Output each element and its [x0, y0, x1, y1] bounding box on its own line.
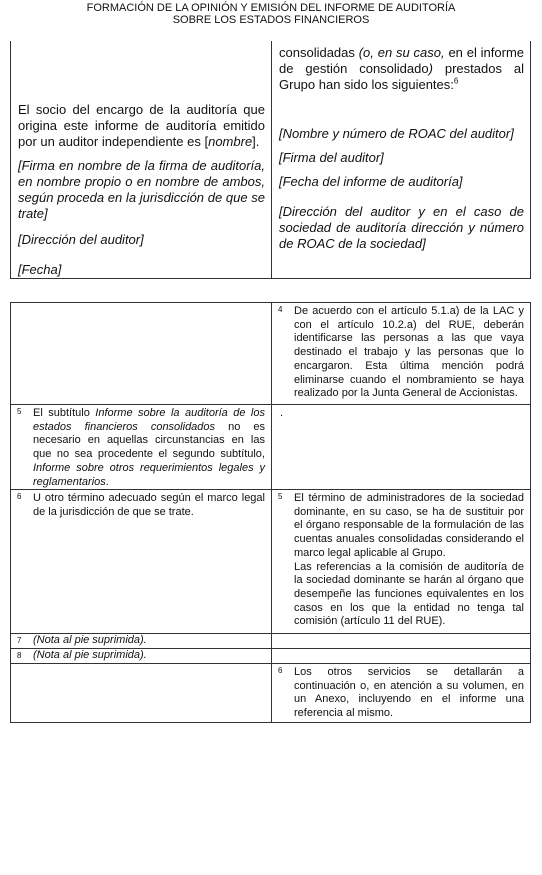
footnote-cell-6-right — [272, 664, 530, 722]
footnotes-table — [10, 302, 531, 723]
services-continuation: consolidadas (o, en su caso, en el informe de gestión consolidado) prestados al Grupo han sido los siguientes:$^6$ — [279, 45, 525, 92]
footnote-row — [11, 490, 530, 634]
footnote-text: U otro término adecuado según el marco legal de la jurisdicción de que se trate. — [33, 492, 265, 518]
footnote-number: 5 — [17, 407, 22, 416]
footnote-number: 8 — [17, 651, 22, 660]
page-header — [0, 2, 542, 26]
footnote-cell-5-right — [272, 490, 530, 633]
footnote-cell-4 — [272, 303, 530, 404]
firma-auditor-placeholder: [Firma del auditor] — [279, 150, 384, 165]
signature-table — [10, 41, 531, 279]
footnote-text: Los otros servicios se detallarán a continuación o, en atención a su volumen, en un Anexo, incluyendo en el informe una referencia al mismo. — [294, 666, 524, 720]
footnote-text: De acuerdo con el artículo 5.1.a) de la LAC y con el artículo 10.2.a) del RUE, deberán identificarse las personas a las que vaya destinado el trabajo y las personas que lo encargaron. Esta última mención podrá eliminarse cuando el nombramiento se haya realizado por la Junta General de Accionistas. — [294, 305, 524, 400]
footnote-number: 4 — [278, 305, 283, 314]
fecha-placeholder: [Fecha] — [18, 262, 62, 277]
direccion-placeholder: [Dirección del auditor] — [18, 232, 144, 247]
firma-placeholder: [Firma en nombre de la firma de auditoría, en nombre propio o en nombre de ambos, según proceda en la jurisdicción de que se trate] — [18, 158, 265, 221]
footnote-row — [11, 405, 530, 490]
fecha-informe-placeholder: [Fecha del informe de auditoría] — [279, 174, 463, 189]
footnote-cell-dot — [272, 405, 530, 489]
header-line-2: SOBRE LOS ESTADOS FINANCIEROS — [172, 14, 370, 26]
footnote-number: 6 — [17, 492, 22, 501]
footnote-text: (Nota al pie suprimida). — [33, 649, 147, 661]
socio-paragraph: El socio del encargo de la auditoría que origina este informe de auditoría emitido por un auditor independiente es [nombre]. — [18, 102, 265, 149]
footnote-cell-5 — [11, 405, 272, 489]
signature-right-column — [272, 41, 530, 278]
footnote-text: El subtítulo Informe sobre la auditoría de los estados financieros consolidados no es necesario en aquellas circunstancias en las que no sea procedente el segundo subtítulo, Informe sobre otros requerimientos legales y reglamentarios. — [33, 407, 266, 488]
footnote-cell-7 — [11, 634, 272, 648]
footnote-row — [11, 303, 530, 405]
footnote-number: 5 — [278, 492, 283, 501]
footnote-cell-empty — [11, 664, 272, 722]
header-line-1: FORMACIÓN DE LA OPINIÓN Y EMISIÓN DEL INFORME DE AUDITORÍA — [86, 2, 456, 14]
footnote-cell-empty — [272, 634, 530, 648]
footnote-number: 6 — [278, 666, 283, 675]
footnote-cell-8 — [11, 649, 272, 663]
footnote-text: El término de administradores de la sociedad dominante, en su caso, se ha de sustituir por el órgano responsable de la formulación de las cuentas anuales consolidadas considerando el marco legal aplicable al Grupo. — [294, 492, 524, 559]
signature-left-column — [11, 41, 272, 278]
footnote-ref-6[interactable]: 6 — [453, 76, 459, 86]
footnote-text: Las referencias a la comisión de auditoría de la sociedad dominante se harán al órgano que desempeñe las funciones equivalentes en los casos en los que la entidad no tenga tal comisión (artículo 11 del RUE). — [294, 560, 524, 628]
footnote-dot: . — [280, 407, 284, 419]
footnote-cell-empty — [272, 649, 530, 663]
footnote-cell-empty — [11, 303, 272, 404]
footnote-row — [11, 634, 530, 649]
footnote-number: 7 — [17, 636, 22, 645]
footnote-text: (Nota al pie suprimida). — [33, 634, 147, 646]
direccion-sociedad-placeholder: [Dirección del auditor y en el caso de sociedad de auditoría dirección y número de ROAC de la sociedad] — [279, 204, 524, 251]
footnote-row — [11, 664, 530, 722]
nombre-roac-placeholder: [Nombre y número de ROAC del auditor] — [279, 126, 514, 141]
footnote-cell-6 — [11, 490, 272, 633]
footnote-row — [11, 649, 530, 664]
